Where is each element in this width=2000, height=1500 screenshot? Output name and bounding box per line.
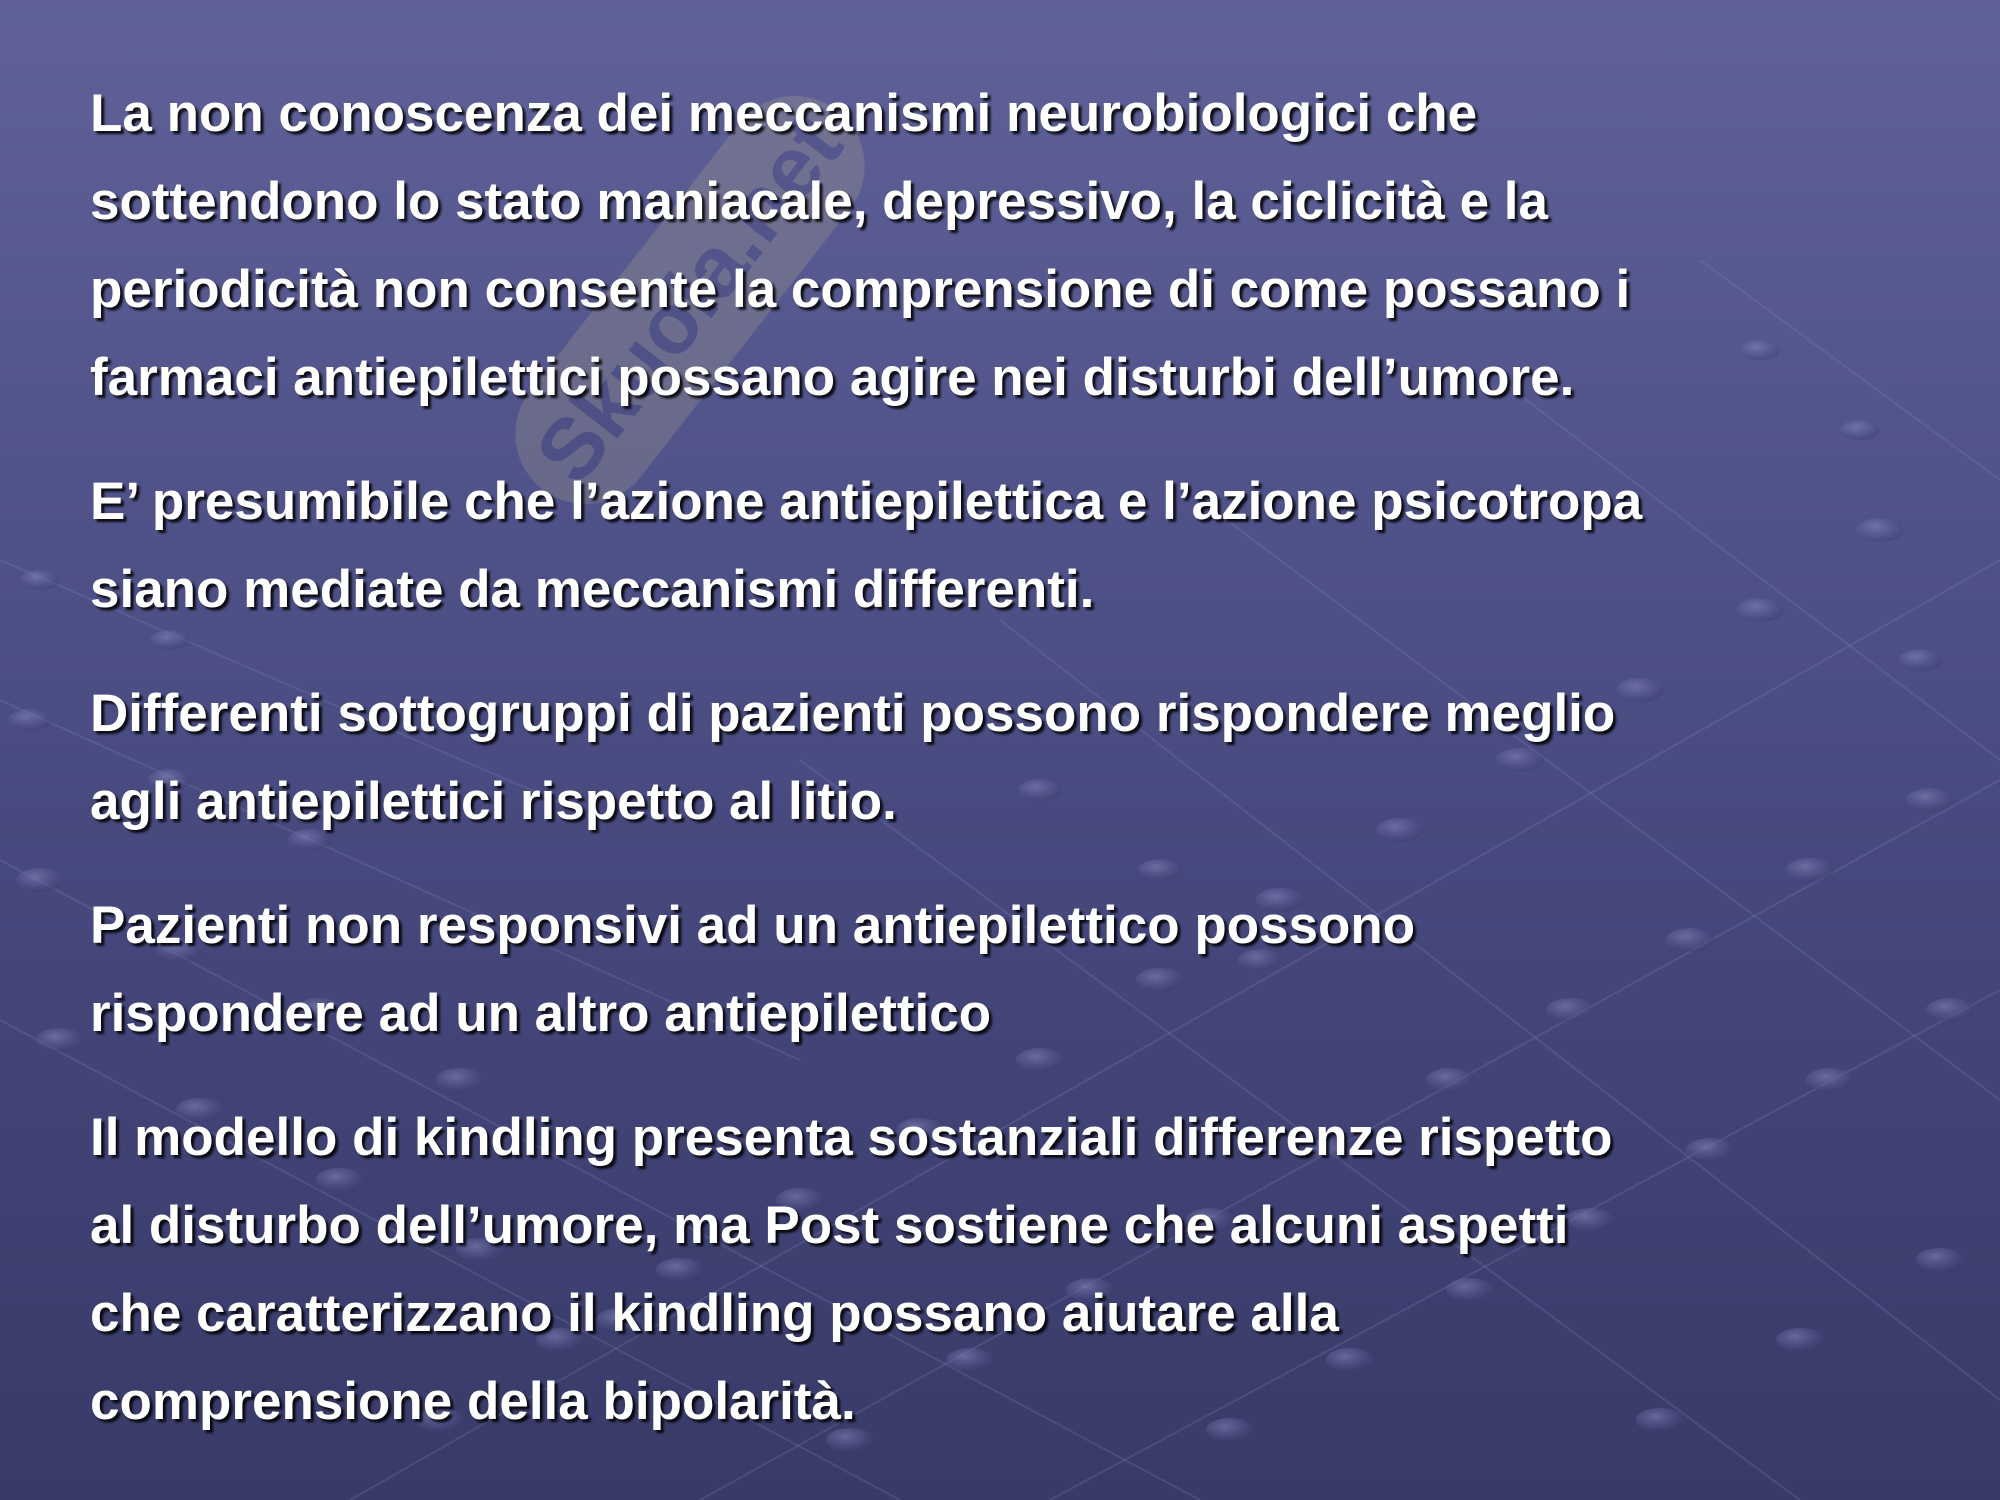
paragraph-line: E’ presumibile che l’azione antiepilettica e l’azione psicotropa [90, 472, 1643, 531]
paragraph-line: Differenti sottogruppi di pazienti possono rispondere meglio [90, 684, 1616, 743]
paragraph-line: agli antiepilettici rispetto al litio. [90, 772, 897, 831]
paragraph-5 [90, 1094, 1970, 1446]
paragraph-line: La non conoscenza dei meccanismi neurobiologici che [90, 84, 1478, 143]
paragraph-line: Il modello di kindling presenta sostanziali differenze rispetto [90, 1108, 1613, 1167]
paragraph-line: sottendono lo stato maniacale, depressivo, la ciclicità e la [90, 172, 1548, 231]
paragraph-line: siano mediate da meccanismi differenti. [90, 560, 1095, 619]
paragraph-2 [90, 458, 1970, 634]
paragraph-line: rispondere ad un altro antiepilettico [90, 984, 992, 1043]
paragraph-line: al disturbo dell’umore, ma Post sostiene che alcuni aspetti [90, 1196, 1569, 1255]
paragraph-4 [90, 882, 1970, 1058]
paragraph-line: comprensione della bipolarità. [90, 1372, 856, 1431]
slide-body [90, 70, 1970, 1482]
watermark-text: Skuola.net [517, 98, 861, 501]
paragraph-line: che caratterizzano il kindling possano aiutare alla [90, 1284, 1339, 1343]
paragraph-1 [90, 70, 1970, 422]
paragraph-line: farmaci antiepilettici possano agire nei disturbi dell’umore. [90, 348, 1575, 407]
paragraph-line: periodicità non consente la comprensione di come possano i [90, 260, 1631, 319]
paragraph-line: Pazienti non responsivi ad un antiepilettico possono [90, 896, 1416, 955]
paragraph-3 [90, 670, 1970, 846]
